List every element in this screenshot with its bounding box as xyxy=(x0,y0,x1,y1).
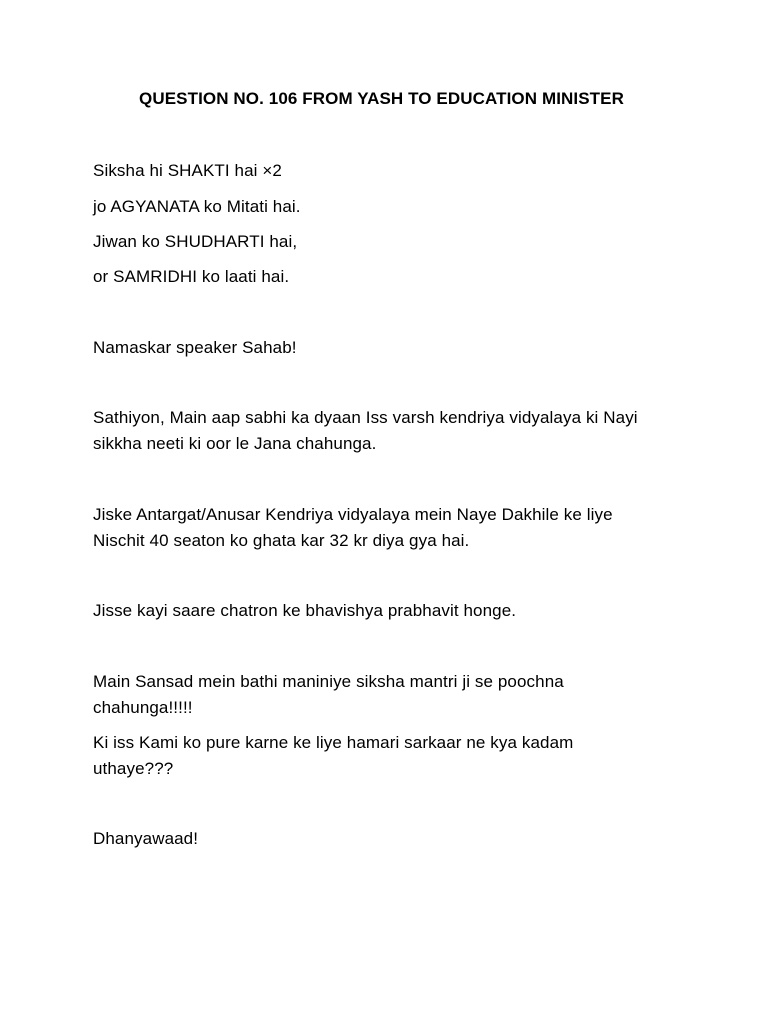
paragraph-2-line-1: Jiske Antargat/Anusar Kendriya vidyalaya mein Naye Dakhile ke liye xyxy=(93,505,613,524)
document-title: QUESTION NO. 106 FROM YASH TO EDUCATION MINISTER xyxy=(139,89,624,108)
poem-line-1: Siksha hi SHAKTI hai ×2 xyxy=(93,161,282,180)
paragraph-5-line-1: Ki iss Kami ko pure karne ke liye hamari sarkaar ne kya kadam xyxy=(93,733,574,752)
paragraph-4-line-2: chahunga!!!!! xyxy=(93,698,193,717)
greeting-line: Namaskar speaker Sahab! xyxy=(93,338,297,357)
paragraph-2-line-2: Nischit 40 seaton ko ghata kar 32 kr diya gya hai. xyxy=(93,531,470,550)
poem-line-3: Jiwan ko SHUDHARTI hai, xyxy=(93,232,298,251)
poem-line-4: or SAMRIDHI ko laati hai. xyxy=(93,267,290,286)
paragraph-1-line-2: sikkha neeti ki oor le Jana chahunga. xyxy=(93,434,377,453)
paragraph-5-line-2: uthaye??? xyxy=(93,759,174,778)
poem-line-2: jo AGYANATA ko Mitati hai. xyxy=(93,197,301,216)
paragraph-4-line-1: Main Sansad mein bathi maniniye siksha mantri ji se poochna xyxy=(93,672,564,691)
paragraph-3-line: Jisse kayi saare chatron ke bhavishya prabhavit honge. xyxy=(93,601,517,620)
paragraph-1-line-1: Sathiyon, Main aap sabhi ka dyaan Iss varsh kendriya vidyalaya ki Nayi xyxy=(93,408,638,427)
closing-line: Dhanyawaad! xyxy=(93,829,199,848)
